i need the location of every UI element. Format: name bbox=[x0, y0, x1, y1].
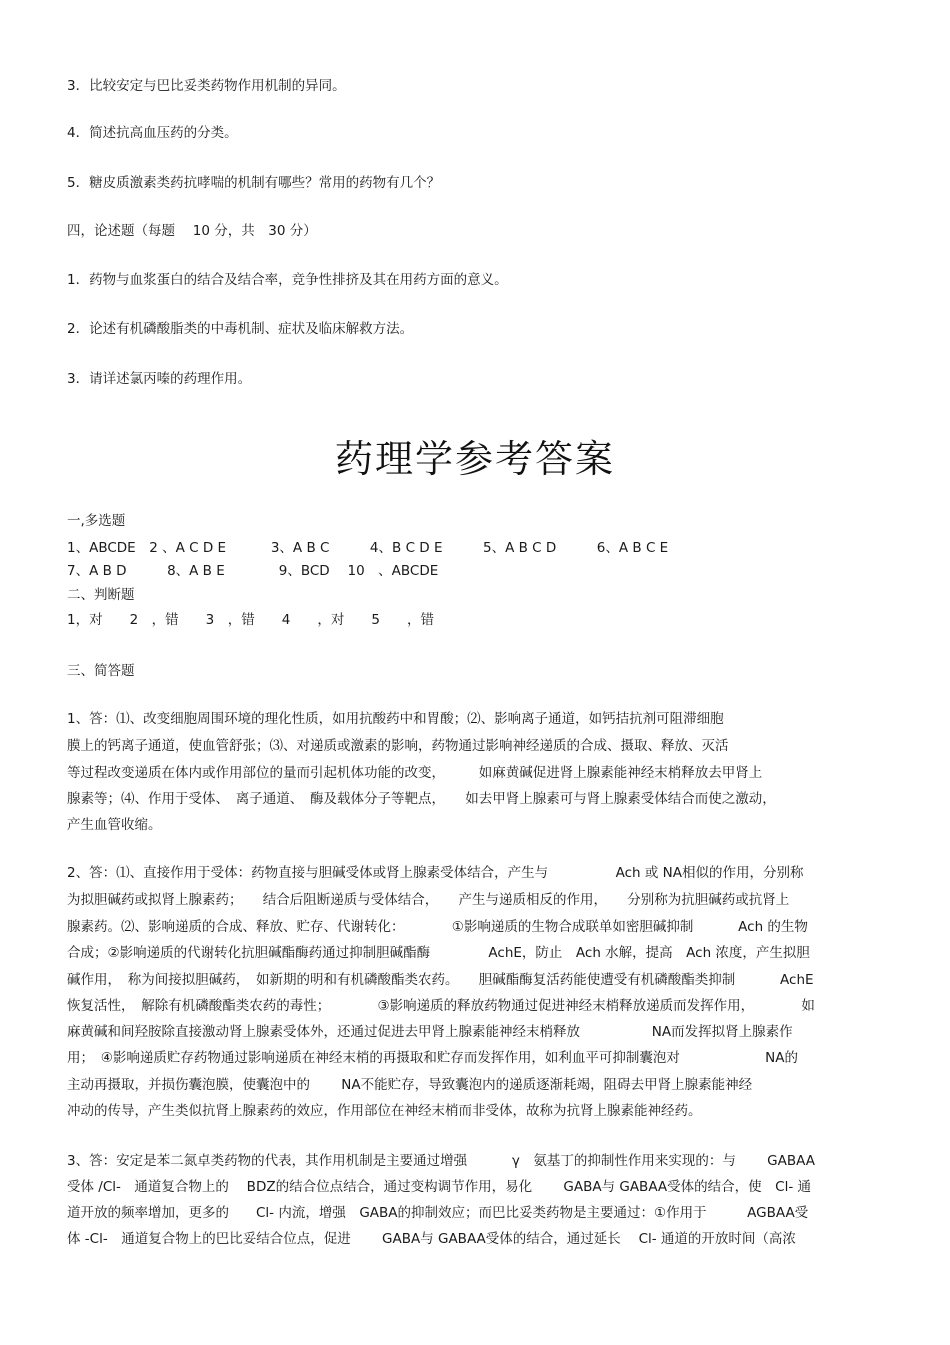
answer-2-line: 为拟胆碱药或拟肾上腺素药； 结合后阻断递质与受体结合， 产生与递质相反的作用， 分别称为抗胆碱药或抗肾上 bbox=[67, 892, 790, 908]
section2-answers: 1，对 2 ，错 3 ，错 4 ，对 5 ，错 bbox=[67, 612, 434, 628]
answer-title: 药理学参考答案 bbox=[334, 437, 615, 481]
answer-2-line: 腺素药。⑵、影响递质的合成、释放、贮存、代谢转化： ①影响递质的生物合成联单如密胆碱抑制 Ach 的生物 bbox=[67, 919, 808, 935]
answer-2-line: 合成；②影响递质的代谢转化抗胆碱酯酶药通过抑制胆碱酯酶 AchE，防止 Ach 水解，提高 Ach 浓度，产生拟胆 bbox=[67, 945, 810, 961]
answer-1-line: 1、答：⑴、改变细胞周围环境的理化性质，如用抗酸药中和胃酸；⑵、影响离子通道，如钙拮抗剂可阻滞细胞 bbox=[67, 711, 724, 727]
answer-2-line: 恢复活性， 解除有机磷酸酯类农药的毒性； ③影响递质的释放药物通过促进神经末梢释放递质而发挥作用， 如 bbox=[67, 998, 815, 1014]
answer-2-line: 用； ④影响递质贮存药物通过影响递质在神经末梢的再摄取和贮存而发挥作用，如利血平可抑制囊泡对 NA的 bbox=[67, 1050, 798, 1066]
question-3: 3．比较安定与巴比妥类药物作用机制的异同。 bbox=[67, 78, 346, 94]
question-4: 4．简述抗高血压药的分类。 bbox=[67, 125, 238, 141]
answer-1-line: 膜上的钙离子通道，使血管舒张；⑶、对递质或激素的影响，药物通过影响神经递质的合成、摄取、释放、灭活 bbox=[67, 738, 729, 754]
answer-3-line: 3、答：安定是苯二氮卓类药物的代表，其作用机制是主要通过增强 γ 氨基丁的抑制性作用来实现的：与 GABAA bbox=[67, 1153, 815, 1169]
section1-answers-row1: 1、ABCDE 2 、A C D E 3、A B C 4、B C D E 5、A B C D 6、A B C E bbox=[67, 540, 669, 556]
answer-1-line: 等过程改变递质在体内或作用部位的量而引起机体功能的改变， 如麻黄碱促进肾上腺素能神经末梢释放去甲肾上 bbox=[67, 765, 763, 781]
answer-3-line: 道开放的频率增加，更多的 Cl- 内流，增强 GABA的抑制效应；而巴比妥类药物是主要通过：①作用于 AGBAA受 bbox=[67, 1205, 809, 1221]
essay-question-2: 2．论述有机磷酸脂类的中毒机制、症状及临床解救方法。 bbox=[67, 321, 414, 337]
answer-2-line: 2、答：⑴、直接作用于受体：药物直接与胆碱受体或肾上腺素受体结合，产生与 Ach 或 NA相似的作用，分别称 bbox=[67, 865, 804, 881]
essay-section-heading: 四，论述题（每题 10 分，共 30 分） bbox=[67, 223, 317, 239]
section2-heading: 二、判断题 bbox=[67, 587, 135, 603]
essay-question-3: 3．请详述氯丙嗪的药理作用。 bbox=[67, 371, 252, 387]
essay-question-1: 1．药物与血浆蛋白的结合及结合率，竞争性排挤及其在用药方面的意义。 bbox=[67, 272, 508, 288]
answer-3-line: 受体 /Cl- 通道复合物上的 BDZ的结合位点结合，通过变构调节作用，易化 GABA与 GABAA受体的结合，使 Cl- 通 bbox=[67, 1179, 812, 1195]
answer-2-line: 碱作用， 称为间接拟胆碱药， 如新期的明和有机磷酸酯类农药。 胆碱酯酶复活药能使遭受有机磷酸酯类抑制 AchE bbox=[67, 972, 814, 988]
answer-1-line: 腺素等；⑷、作用于受体、 离子通道、 酶及载体分子等靶点， 如去甲肾上腺素可与肾上腺素受体结合而使之激动， bbox=[67, 791, 776, 807]
answer-2-line: 麻黄碱和间羟胺除直接激动肾上腺素受体外，还通过促进去甲肾上腺素能神经末梢释放 NA而发挥拟肾上腺素作 bbox=[67, 1024, 793, 1040]
answer-1-line: 产生血管收缩。 bbox=[67, 817, 162, 833]
section1-answers-row2: 7、A B D 8、A B E 9、BCD 10 、ABCDE bbox=[67, 563, 439, 579]
question-5: 5．糖皮质激素类药抗哮喘的机制有哪些？常用的药物有几个？ bbox=[67, 175, 441, 191]
answer-2-line: 主动再摄取，并损伤囊泡膜，使囊泡中的 NA不能贮存，导致囊泡内的递质逐渐耗竭，阻碍去甲肾上腺素能神经 bbox=[67, 1077, 753, 1093]
section1-heading: 一,多选题 bbox=[67, 513, 126, 529]
answer-3-line: 体 -Cl- 通道复合物上的巴比妥结合位点，促进 GABA与 GABAA受体的结合，通过延长 Cl- 通道的开放时间（高浓 bbox=[67, 1231, 796, 1247]
answer-2-line: 冲动的传导，产生类似抗肾上腺素药的效应，作用部位在神经末梢而非受体，故称为抗肾上腺素能神经药。 bbox=[67, 1103, 702, 1119]
section3-heading: 三、简答题 bbox=[67, 663, 135, 679]
